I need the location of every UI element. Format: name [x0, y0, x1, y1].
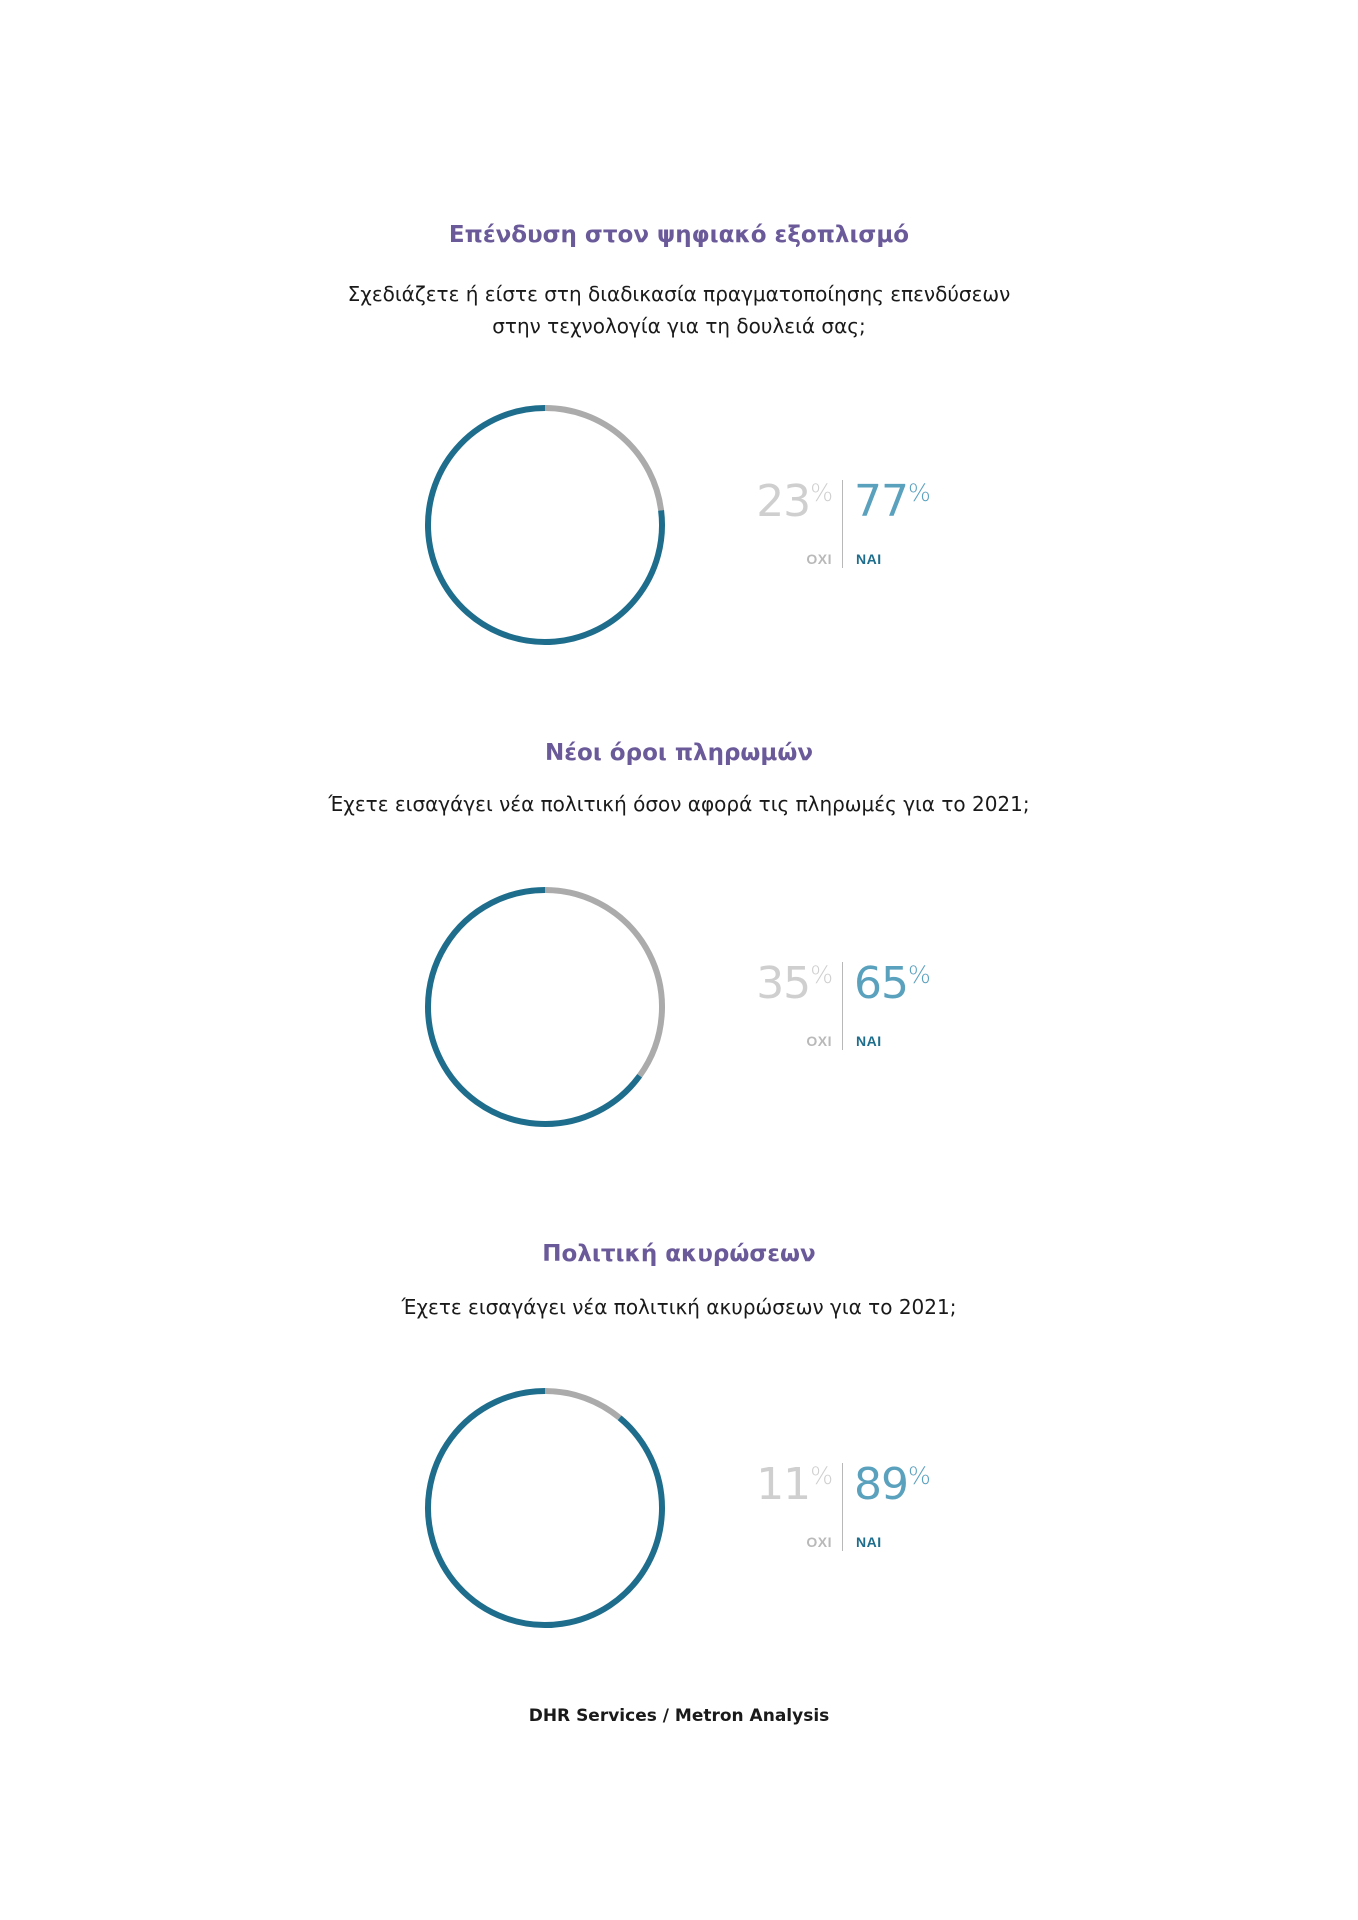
stats-block [740, 476, 1000, 586]
no-label: ΟΧΙ [806, 1534, 832, 1550]
section-title: Νέοι όροι πληρωμών [544, 740, 813, 766]
stats-divider [842, 480, 843, 568]
stats-divider [842, 1463, 843, 1551]
section-title: Επένδυση στον ψηφιακό εξοπλισμό [448, 222, 910, 248]
question-text [0, 788, 1358, 820]
donut-chart [420, 882, 670, 1132]
no-label: ΟΧΙ [806, 551, 832, 567]
donut-slice-no [545, 890, 662, 1076]
yes-label: ΝΑΙ [856, 1033, 882, 1049]
yes-percentage: 89% [854, 1459, 930, 1510]
yes-percentage: 77% [854, 476, 930, 527]
yes-label: ΝΑΙ [856, 551, 882, 567]
stats-block [740, 1459, 1000, 1569]
question-text [0, 278, 1358, 342]
source-footer: DHR Services / Metron Analysis [528, 1706, 830, 1726]
donut-slice-yes [428, 1391, 662, 1625]
donut-chart [420, 1383, 670, 1633]
no-label: ΟΧΙ [806, 1033, 832, 1049]
yes-label: ΝΑΙ [856, 1534, 882, 1550]
stats-block [740, 958, 1000, 1068]
section-title: Πολιτική ακυρώσεων [542, 1241, 816, 1267]
question-line: στην τεχνολογία για τη δουλειά σας; [492, 314, 866, 338]
no-percentage: 23% [756, 476, 832, 527]
donut-chart [420, 400, 670, 650]
question-text [0, 1291, 1358, 1323]
question-line: Έχετε εισαγάγει νέα πολιτική ακυρώσεων για το 2021; [401, 1295, 957, 1319]
stats-divider [842, 962, 843, 1050]
no-percentage: 11% [756, 1459, 832, 1510]
question-line: Σχεδιάζετε ή είστε στη διαδικασία πραγματοποίησης επενδύσεων [347, 282, 1011, 306]
no-percentage: 35% [756, 958, 832, 1009]
yes-percentage: 65% [854, 958, 930, 1009]
donut-slice-no [545, 408, 661, 510]
donut-slice-yes [428, 890, 640, 1124]
question-line: Έχετε εισαγάγει νέα πολιτική όσον αφορά τις πληρωμές για το 2021; [328, 792, 1030, 816]
donut-slice-no [545, 1391, 620, 1418]
